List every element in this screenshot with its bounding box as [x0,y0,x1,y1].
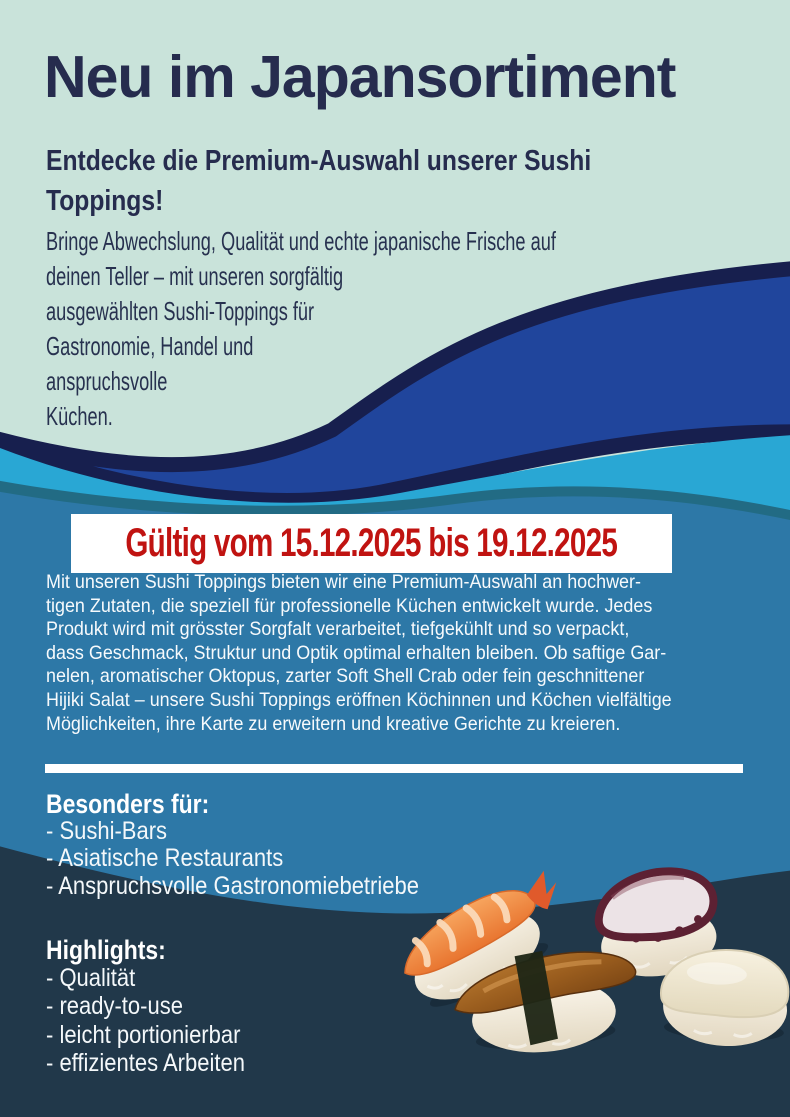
subtitle-line-1: Entdecke die Premium-Auswahl unserer Sushi [46,145,592,177]
description-line: Produkt wird mit grösster Sorgfalt verarbeitet, tiefgekühlt und so verpackt, [46,618,630,641]
description-line: dass Geschmack, Struktur und Optik optimal erhalten bleiben. Ob saftige Gar- [46,641,667,664]
description-line: tigen Zutaten, die speziell für professionelle Küchen entwickelt wurde. Jedes [46,594,653,617]
description-paragraph [46,571,672,736]
intro-line: anspruchsvolle [46,366,168,396]
highlights-list-item: - effizientes Arbeiten [46,1048,245,1077]
intro-line: Küchen. [46,401,113,431]
description-line: Mit unseren Sushi Toppings bieten wir eine Premium-Auswahl an hochwer- [46,571,641,593]
audience-list-item: - Asiatische Restaurants [46,844,284,873]
audience-list-item: - Anspruchsvolle Gastronomiebetriebe [46,871,419,900]
validity-date-text: Gültig vom 15.12.2025 bis 19.12.2025 [125,521,618,565]
intro-line: deinen Teller – mit unseren sorgfältig [46,261,344,291]
intro-line: Bringe Abwechslung, Qualität und echte japanische Frische auf [46,226,556,256]
intro-line: Gastronomie, Handel und [46,331,254,361]
highlights-heading: Highlights: [46,935,166,965]
audience-list [46,818,419,900]
subtitle [46,141,591,221]
description-line: nelen, aromatischer Oktopus, zarter Soft Shell Crab oder fein geschnittener [46,665,645,688]
audience-list-item: - Sushi-Bars [46,817,168,845]
highlights-list-item: - ready-to-use [46,992,183,1021]
description-line: Möglichkeiten, ihre Karte zu erweitern und kreative Gerichte zu kreieren. [46,712,621,735]
validity-banner [71,514,672,573]
highlights-list-item: - Qualität [46,964,136,992]
highlights-list-item: - leicht portionierbar [46,1020,241,1049]
section-divider [45,764,743,773]
audience-heading: Besonders für: [46,789,210,819]
page-title: Neu im Japansortiment [44,44,676,110]
intro-line: ausgewählten Sushi-Toppings für [46,296,315,326]
description-line: Hijiki Salat – unsere Sushi Toppings eröffnen Köchinnen und Köchen vielfältige [46,688,672,711]
highlights-list [46,964,245,1077]
intro-paragraph [46,224,556,434]
subtitle-line-2: Toppings! [46,185,164,217]
